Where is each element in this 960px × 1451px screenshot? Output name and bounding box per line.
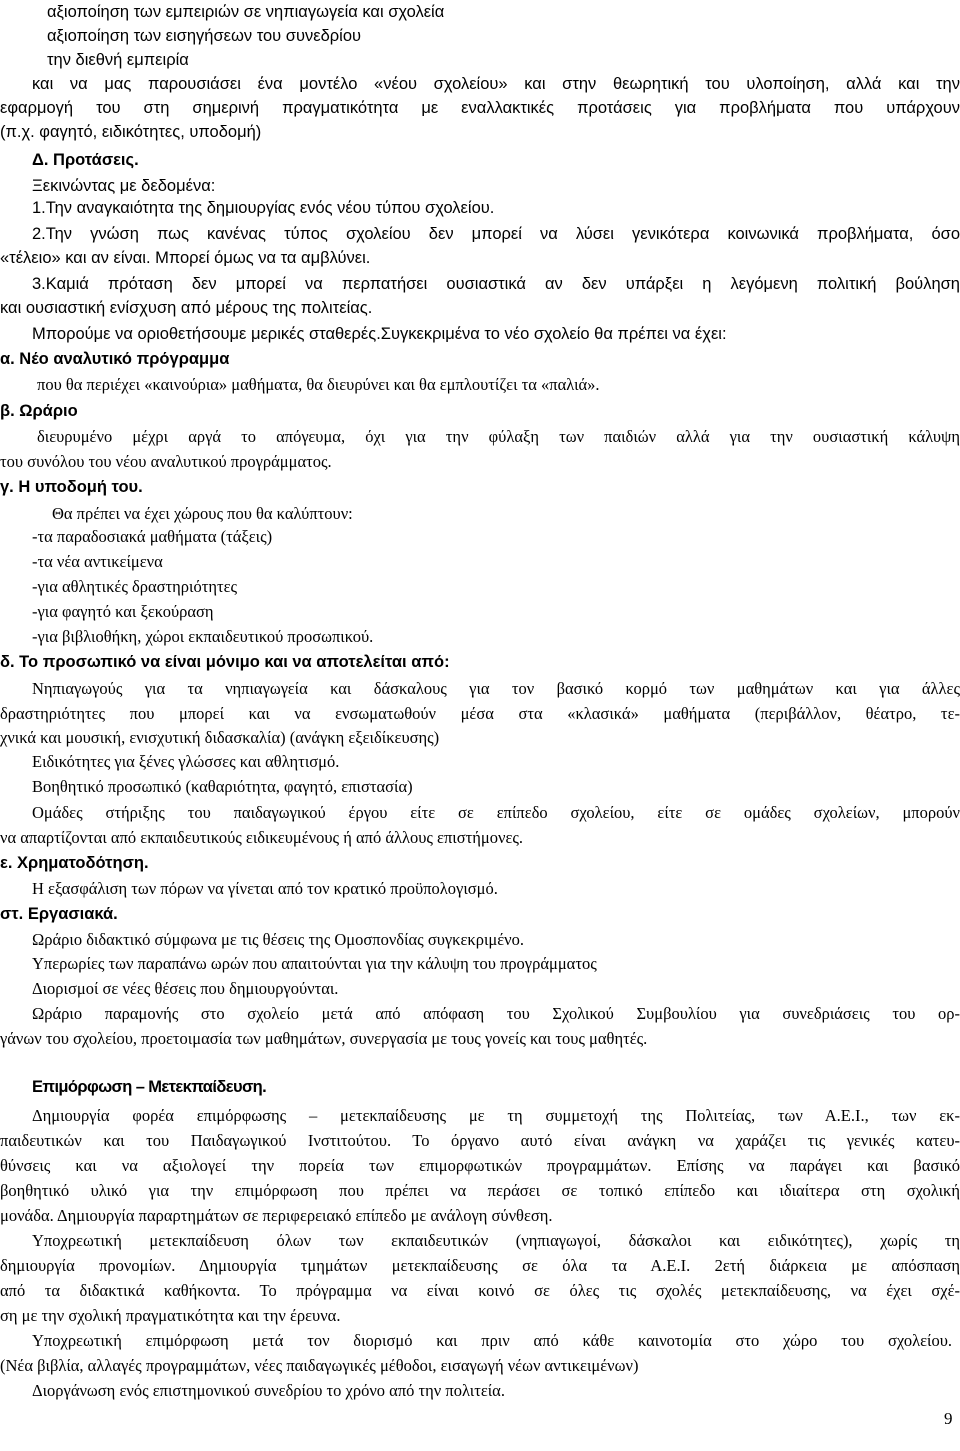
text-line: μονάδα. Δημιουργία παραρτημάτων σε περιφερειακό επίπεδο με ανάλογη σύνθεση. xyxy=(0,1206,553,1225)
text-line: Μπορούμε να οριοθετήσουμε μερικές σταθερές.Συγκεκριμένα το νέο σχολείο θα πρέπει να έχει: xyxy=(32,325,727,343)
text-line: Ειδικότητες για ξένες γλώσσες και αθλητισμό. xyxy=(32,752,340,771)
text-line: Υπερωρίες των παραπάνω ωρών που απαιτούνται για την κάλυψη του προγράμματος xyxy=(32,954,597,973)
text-line: Ξεκινώντας με δεδομένα: xyxy=(32,177,216,195)
list-item: -για βιβλιοθήκη, χώροι εκπαιδευτικού προσωπικού. xyxy=(32,627,374,646)
text-line: δραστηριότητες που μπορεί και να ενσωματωθούν μέσα στα «κλασικά» μαθήματα (περιβάλλον, θέατρο, τε- xyxy=(0,704,960,723)
section-heading: στ. Εργασιακά. xyxy=(0,905,118,923)
list-item: -τα παραδοσιακά μαθήματα (τάξεις) xyxy=(32,527,273,546)
section-heading: β. Ωράριο xyxy=(0,402,78,420)
text-line: βοηθητικό υλικό για την επιμόρφωση που πρέπει να περάσει σε τοπικό επίπεδο και ιδιαίτερα στη σχολική xyxy=(0,1181,960,1200)
text-line: θύνσεις και να αξιολογεί την πορεία των επιμορφωτικών προγραμμάτων. Επίσης να παράγει και βασικό xyxy=(0,1156,960,1175)
section-heading: Επιμόρφωση – Μετεκπαίδευση. xyxy=(32,1078,267,1096)
text-line: Η εξασφάλιση των πόρων να γίνεται από τον κρατικό προϋπολογισμό. xyxy=(32,879,498,898)
list-item: -για αθλητικές δραστηριότητες xyxy=(32,577,238,596)
text-line: Βοηθητικό προσωπικό (καθαριότητα, φαγητό, επιστασία) xyxy=(32,777,413,796)
text-line: Διοργάνωση ενός επιστημονικού συνεδρίου το χρόνο από την πολιτεία. xyxy=(32,1381,505,1400)
page-number: 9 xyxy=(944,1409,953,1428)
text-line: από τα διδακτικά καθήκοντα. Το πρόγραμμα να είναι κοινό σε όλες τις σχολές μετεκπαίδευσης, να έχει σχέ- xyxy=(0,1281,960,1300)
text-line: Υποχρεωτική επιμόρφωση μετά τον διορισμό και πριν από κάθε καινοτομία στο χώρο του σχολείου. xyxy=(32,1331,952,1350)
text-line: διευρυμένο μέχρι αργά το απόγευμα, όχι για την φύλαξη των παιδιών αλλά για την ουσιαστική κάλυψη xyxy=(37,427,960,446)
text-line: εφαρμογή του στη σημερινή πραγματικότητα με εναλλακτικές προτάσεις για προβλήματα που υπάρχουν xyxy=(0,99,960,117)
text-line: 2.Την γνώση πως κανένας τύπος σχολείου δεν μπορεί να λύσει γενικότερα κοινωνικά προβλήματα, όσο xyxy=(32,225,960,243)
text-line: και ουσιαστική ενίσχυση από μέρους της πολιτείας. xyxy=(0,299,373,317)
text-line: την διεθνή εμπειρία xyxy=(47,51,189,69)
list-item: -για φαγητό και ξεκούραση xyxy=(32,602,214,621)
text-line: Θα πρέπει να έχει χώρους που θα καλύπτουν: xyxy=(52,504,353,523)
text-line: 1.Την αναγκαιότητα της δημιουργίας ενός νέου τύπου σχολείου. xyxy=(32,199,495,217)
text-line: Δημιουργία φορέα επιμόρφωσης – μετεκπαίδευσης με τη συμμετοχή της Πολιτείας, των Α.Ε.Ι., των εκ- xyxy=(32,1106,960,1125)
text-line: χνικά και μουσική, ενισχυτική διδασκαλία) (ανάγκη εξειδίκευσης) xyxy=(0,728,440,747)
text-line: ση με την σχολική πραγματικότητα και την έρευνα. xyxy=(0,1306,341,1325)
text-line: Ομάδες στήριξης του παιδαγωγικού έργου είτε σε επίπεδο σχολείου, είτε σε ομάδες σχολείων, μπορούν xyxy=(32,803,960,822)
text-line: δημιουργία προνομίων. Δημιουργία τμημάτων μετεκπαίδευσης σε όλα τα Α.Ε.Ι. 2ετή διάρκεια με απόσπαση xyxy=(0,1256,960,1275)
section-heading: ε. Χρηματοδότηση. xyxy=(0,854,149,872)
text-line: να απαρτίζονται από εκπαιδευτικούς ειδικευμένους ή από άλλους επιστήμονες. xyxy=(0,828,524,847)
text-line: Υποχρεωτική μετεκπαίδευση όλων των εκπαιδευτικών (νηπιαγωγοί, δάσκαλοι και ειδικότητες), χωρίς τη xyxy=(32,1231,960,1250)
section-heading: δ. Το προσωπικό να είναι μόνιμο και να αποτελείται από: xyxy=(0,653,450,671)
text-line: γάνων του σχολείου, προετοιμασία των μαθημάτων, συνεργασία με τους γονείς και τους μαθητές. xyxy=(0,1029,648,1048)
text-line: «τέλειο» και αν είναι. Μπορεί όμως να τα αμβλύνει. xyxy=(0,249,371,267)
text-line: (π.χ. φαγητό, ειδικότητες, υποδομή) xyxy=(0,123,262,141)
list-item: -τα νέα αντικείμενα xyxy=(32,552,163,571)
text-line: αξιοποίηση των εισηγήσεων του συνεδρίου xyxy=(47,27,362,45)
text-line: Ωράριο παραμονής στο σχολείο μετά από απόφαση του Σχολικού Συμβουλίου για συνεδριάσεις του ορ- xyxy=(32,1004,960,1023)
text-line: που θα περιέχει «καινούρια» μαθήματα, θα διευρύνει και θα εμπλουτίζει τα «παλιά». xyxy=(37,375,600,394)
text-line: Ωράριο διδακτικό σύμφωνα με τις θέσεις της Ομοσπονδίας συγκεκριμένο. xyxy=(32,930,525,949)
text-line: (Νέα βιβλία, αλλαγές προγραμμάτων, νέες παιδαγωγικές μέθοδοι, εισαγωγή νέων αντικειμένων) xyxy=(0,1356,639,1375)
text-line: Διορισμοί σε νέες θέσεις που δημιουργούνται. xyxy=(32,979,339,998)
section-heading: γ. Η υποδομή του. xyxy=(0,478,143,496)
text-line: 3.Καμιά πρόταση δεν μπορεί να περπατήσει ουσιαστικά αν δεν υπάρξει η λεγόμενη πολιτική βούληση xyxy=(32,275,960,293)
text-line: Νηπιαγωγούς για τα νηπιαγωγεία και δάσκαλους για τον βασικό κορμό των μαθημάτων και για άλλες xyxy=(32,679,960,698)
section-heading: Δ. Προτάσεις. xyxy=(32,151,139,169)
text-line: και να μας παρουσιάσει ένα μοντέλο «νέου σχολείου» και στην θεωρητική του υλοποίηση, αλλά και την xyxy=(32,75,960,93)
text-line: του συνόλου του νέου αναλυτικού προγράμματος. xyxy=(0,452,332,471)
text-line: παιδευτικών και του Παιδαγωγικού Ινστιτούτου. Το όργανο αυτό είναι ανάγκη να χαράζει τις γενικές κατευ- xyxy=(0,1131,960,1150)
text-line: αξιοποίηση των εμπειριών σε νηπιαγωγεία και σχολεία xyxy=(47,3,445,21)
section-heading: α. Νέο αναλυτικό πρόγραμμα xyxy=(0,350,230,368)
